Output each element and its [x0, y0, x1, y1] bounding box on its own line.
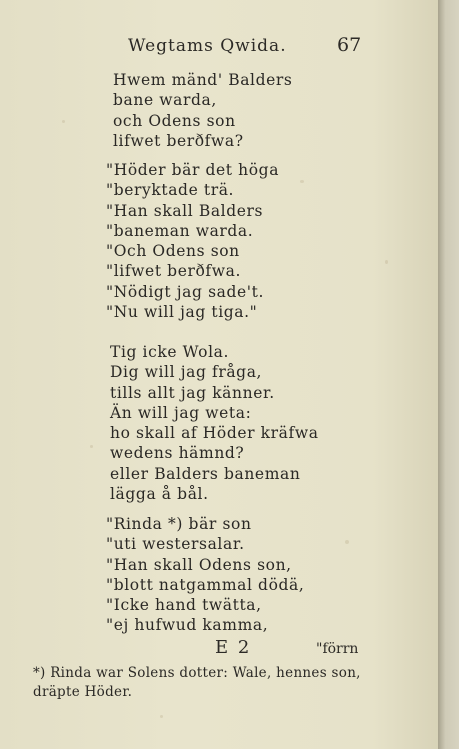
stanza-2 [106, 160, 279, 322]
paper-speck [90, 445, 93, 448]
verse-line: ho skall af Höder kräfwa [110, 424, 319, 443]
stanza-4 [106, 514, 304, 636]
verse-line: Dig will jag fråga, [110, 363, 263, 382]
verse-line: lägga å bål. [110, 485, 209, 504]
verse-line: "blott natgammal dödä, [106, 575, 305, 594]
verse-line: "ej hufwud kamma, [106, 616, 269, 635]
verse-line: "Höder bär det höga [106, 161, 280, 179]
verse-line: "uti westersalar. [106, 535, 245, 554]
verse-line: wedens hämnd? [110, 444, 245, 463]
paper-speck [160, 715, 163, 718]
paper-speck [385, 260, 388, 264]
verse-line: tills allt jag känner. [110, 383, 275, 402]
paper-speck [345, 540, 349, 544]
running-title: Wegtams Qwida. [128, 36, 287, 56]
verse-line: eller Balders baneman [110, 464, 301, 483]
verse-line: "Han skall Odens son, [106, 555, 292, 574]
paper-speck [62, 120, 65, 123]
verse-line: Tig icke Wola. [110, 343, 230, 361]
page-number: 67 [337, 34, 362, 56]
verse-line: och Odens son [113, 111, 236, 130]
paper-speck [300, 180, 304, 183]
verse-line: "Icke hand twätta, [106, 596, 262, 615]
footnote-line: *) Rinda war Solens dotter: Wale, hennes son, [33, 665, 361, 681]
verse-line: "Rinda *) bär son [106, 515, 252, 533]
verse-line: "beryktade trä. [106, 181, 235, 200]
signature-mark: E 2 [215, 637, 252, 658]
stanza-3 [110, 342, 319, 504]
verse-line: "baneman warda. [106, 221, 254, 240]
verse-line: "Nödigt jag sade't. [106, 282, 264, 301]
stanza-1 [113, 70, 292, 151]
verse-line: "lifwet berðfwa. [106, 262, 241, 281]
footnote [33, 664, 413, 702]
catchword: "förrn [316, 641, 359, 657]
footnote-line: dräpte Höder. [33, 684, 133, 700]
verse-line: Hwem mänd' Balders [113, 71, 293, 89]
verse-line: lifwet berðfwa? [113, 131, 244, 150]
verse-line: bane warda, [113, 91, 217, 110]
verse-line: "Han skall Balders [106, 201, 264, 220]
verse-line: "Och Odens son [106, 242, 240, 261]
verse-line: Än will jag weta: [110, 403, 252, 422]
verse-line: "Nu will jag tiga." [106, 303, 258, 322]
page-edge [438, 0, 459, 749]
